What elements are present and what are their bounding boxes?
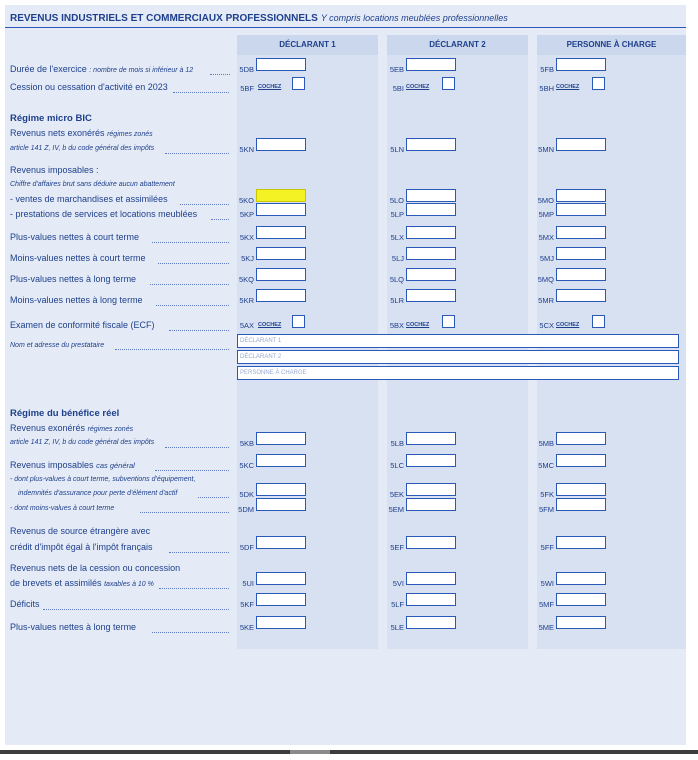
code-label: 5EB (389, 65, 404, 74)
row-label-duree (10, 64, 193, 74)
reel-exo-label: Revenus exonérés (10, 423, 86, 433)
code-label: 5WI (540, 579, 554, 588)
code-label: 5LJ (391, 254, 404, 263)
dot-leader (169, 330, 229, 331)
code-label: 5KB (239, 439, 254, 448)
pv-ct-declarant-2-input[interactable] (406, 226, 456, 239)
dot-leader (165, 153, 229, 154)
mv-ct-declarant-1-input[interactable] (256, 247, 306, 260)
cochez-label: COCHEZ (556, 322, 580, 328)
pv-lt-reel-personne-charge-input[interactable] (556, 616, 606, 629)
code-label: 5KE (239, 623, 254, 632)
prestataire-declarant-2-field[interactable]: DÉCLARANT 2 (237, 350, 679, 364)
code-label: 5LE (390, 623, 404, 632)
dot-leader (43, 609, 229, 610)
code-label: 5BX (389, 321, 404, 330)
mv-lt-declarant-1-input[interactable] (256, 289, 306, 302)
pv-ct-declarant-1-input[interactable] (256, 226, 306, 239)
brevets-personne-charge-input[interactable] (556, 572, 606, 585)
deficits-declarant-1-input[interactable] (256, 593, 306, 606)
code-label: 5LO (389, 196, 404, 205)
row-label-pv-ct: Plus-values nettes à court terme (10, 232, 140, 242)
reel-exo-note: régimes zonés (87, 426, 134, 433)
dont-pv-declarant-1-input[interactable] (256, 483, 306, 496)
dot-leader (211, 219, 229, 220)
duree-label: Durée de l'exercice (10, 64, 87, 74)
dont-pv-declarant-2-input[interactable] (406, 483, 456, 496)
scrollbar-thumb[interactable] (290, 750, 330, 754)
mv-ct-personne-charge-input[interactable] (556, 247, 606, 260)
row-label-reel-exo (10, 423, 133, 433)
dont-pv-personne-charge-input[interactable] (556, 483, 606, 496)
dot-leader (115, 349, 229, 350)
pv-ct-personne-charge-input[interactable] (556, 226, 606, 239)
row-label-reel-imp (10, 460, 135, 470)
code-label: 5MJ (539, 254, 554, 263)
code-label: 5BI (392, 84, 404, 93)
dot-leader (150, 284, 229, 285)
code-label: 5AX (239, 321, 254, 330)
etranger-label-2: crédit d'impôt égal à l'impôt français (10, 542, 153, 552)
code-label: 5MX (538, 233, 554, 242)
code-label: 5MB (538, 439, 554, 448)
code-label: 5MO (537, 196, 554, 205)
imposables-note: Chiffre d'affaires brut sans déduire aucun abattement (10, 181, 175, 188)
dont-mv-declarant-1-input[interactable] (256, 498, 306, 511)
section-title-micro-bic: Régime micro BIC (10, 113, 92, 124)
reel-imp-note: cas général (96, 461, 135, 470)
ecf-declarant-1-checkbox[interactable] (292, 315, 305, 328)
dot-leader (165, 447, 229, 448)
etranger-declarant-2-input[interactable] (406, 536, 456, 549)
code-label: 5LQ (389, 275, 404, 284)
dont-mv-declarant-2-input[interactable] (406, 498, 456, 511)
prestataire-personne-charge-field[interactable]: PERSONNE À CHARGE (237, 366, 679, 380)
duree-note: : nombre de mois si inférieur à 12 (89, 67, 194, 74)
dot-leader (155, 470, 229, 471)
header-rule (5, 27, 686, 28)
code-label: 5BH (539, 84, 554, 93)
code-label: 5LP (390, 210, 404, 219)
cochez-label: COCHEZ (556, 84, 580, 90)
reel-imp-declarant-2-input[interactable] (406, 454, 456, 467)
code-label: 5BF (240, 84, 254, 93)
dont-mv-personne-charge-input[interactable] (556, 498, 606, 511)
pv-lt-reel-declarant-2-input[interactable] (406, 616, 456, 629)
dot-leader (159, 588, 229, 589)
row-label-pv-lt-reel: Plus-values nettes à long terme (10, 622, 137, 632)
reel-exo-article: article 141 Z, IV, b du code général des impôts (10, 439, 155, 446)
row-label-exo (10, 128, 153, 138)
dont-mv-label: - dont moins-values à court terme (10, 505, 115, 512)
brevets-label-2-text: de brevets et assimilés (10, 578, 102, 588)
cochez-label: COCHEZ (406, 322, 430, 328)
dot-leader (198, 497, 229, 498)
code-label: 5EK (389, 490, 404, 499)
dot-leader (180, 204, 229, 205)
form-title-sub: Y compris locations meublées professionnelles (320, 13, 508, 23)
mv-lt-personne-charge-input[interactable] (556, 289, 606, 302)
code-label: 5FK (540, 490, 554, 499)
pv-lt-declarant-1-input[interactable] (256, 268, 306, 281)
etranger-label-1: Revenus de source étrangère avec (10, 526, 151, 536)
prestations-personne-charge-input[interactable] (556, 203, 606, 216)
pv-lt-declarant-2-input[interactable] (406, 268, 456, 281)
duree-personne-charge-input[interactable] (556, 58, 606, 71)
row-label-prestataire: Nom et adresse du prestataire (10, 342, 105, 349)
code-label: 5KO (238, 196, 254, 205)
row-label-mv-ct: Moins-values nettes à court terme (10, 253, 146, 263)
ventes-declarant-1-input[interactable] (256, 189, 306, 202)
ecf-personne-charge-checkbox[interactable] (592, 315, 605, 328)
dot-leader (169, 552, 229, 553)
code-label: 5DM (238, 505, 254, 514)
row-label-ecf: Examen de conformité fiscale (ECF) (10, 320, 155, 330)
reel-exo-declarant-2-input[interactable] (406, 432, 456, 445)
ventes-personne-charge-input[interactable] (556, 189, 606, 202)
code-label: 5FM (539, 505, 554, 514)
mv-lt-declarant-2-input[interactable] (406, 289, 456, 302)
code-label: 5KQ (238, 275, 254, 284)
pv-lt-reel-declarant-1-input[interactable] (256, 616, 306, 629)
code-label: 5MF (539, 600, 554, 609)
row-label-cession: Cession ou cessation d'activité en 2023 (10, 82, 168, 92)
code-label: 5EF (390, 543, 404, 552)
code-label: 5LC (390, 461, 404, 470)
cession-personne-charge-checkbox[interactable] (592, 77, 605, 90)
cochez-label: COCHEZ (258, 84, 282, 90)
column-header-declarant-1: DÉCLARANT 1 (237, 35, 378, 55)
exo-declarant-1-input[interactable] (256, 138, 306, 151)
code-label: 5FF (540, 543, 554, 552)
row-label-ventes: - ventes de marchandises et assimilées (10, 194, 168, 204)
row-label-mv-lt: Moins-values nettes à long terme (10, 295, 143, 305)
code-label: 5KR (239, 296, 254, 305)
code-label: 5MQ (537, 275, 554, 284)
code-label: 5LX (390, 233, 404, 242)
prestations-declarant-2-input[interactable] (406, 203, 456, 216)
cochez-label: COCHEZ (406, 84, 430, 90)
cession-declarant-2-checkbox[interactable] (442, 77, 455, 90)
row-label-deficits: Déficits (10, 599, 40, 609)
deficits-personne-charge-input[interactable] (556, 593, 606, 606)
brevets-declarant-2-input[interactable] (406, 572, 456, 585)
code-label: 5VI (392, 579, 404, 588)
dot-leader (152, 632, 229, 633)
cession-declarant-1-checkbox[interactable] (292, 77, 305, 90)
deficits-declarant-2-input[interactable] (406, 593, 456, 606)
code-label: 5MC (538, 461, 554, 470)
exo-personne-charge-input[interactable] (556, 138, 606, 151)
duree-declarant-1-input[interactable] (256, 58, 306, 71)
dot-leader (152, 242, 229, 243)
code-label: 5MR (538, 296, 554, 305)
dot-leader (173, 92, 229, 93)
code-label: 5KN (239, 145, 254, 154)
prestataire-declarant-1-field[interactable]: DÉCLARANT 1 (237, 334, 679, 348)
brevets-label-2 (10, 578, 154, 588)
cochez-label: COCHEZ (258, 322, 282, 328)
code-label: 5MP (538, 210, 554, 219)
pv-lt-personne-charge-input[interactable] (556, 268, 606, 281)
brevets-label-1: Revenus nets de la cession ou concession (10, 563, 181, 573)
exo-article: article 141 Z, IV, b du code général des impôts (10, 145, 155, 152)
code-label: 5KX (239, 233, 254, 242)
section-title-benefice-reel: Régime du bénéfice réel (10, 408, 120, 419)
reel-imp-declarant-1-input[interactable] (256, 454, 306, 467)
column-header-declarant-2: DÉCLARANT 2 (387, 35, 528, 55)
mv-ct-declarant-2-input[interactable] (406, 247, 456, 260)
prestations-declarant-1-input[interactable] (256, 203, 306, 216)
code-label: 5KF (240, 600, 254, 609)
code-label: 5CX (539, 321, 554, 330)
code-label: 5DF (239, 543, 254, 552)
exo-label: Revenus nets exonérés (10, 128, 105, 138)
reel-imp-personne-charge-input[interactable] (556, 454, 606, 467)
tax-form-page (5, 5, 686, 745)
dot-leader (158, 263, 229, 264)
code-label: 5MN (538, 145, 554, 154)
ventes-declarant-2-input[interactable] (406, 189, 456, 202)
row-label-pv-lt: Plus-values nettes à long terme (10, 274, 137, 284)
dont-pv-label-2: indemnités d'assurance pour perte d'élément d'actif (18, 490, 178, 497)
brevets-declarant-1-input[interactable] (256, 572, 306, 585)
horizontal-scrollbar[interactable] (0, 750, 698, 754)
code-label: 5EM (388, 505, 404, 514)
row-label-prestations: - prestations de services et locations meublées (10, 209, 198, 219)
brevets-note: taxables à 10 % (104, 581, 154, 588)
code-label: 5LR (390, 296, 404, 305)
ecf-declarant-2-checkbox[interactable] (442, 315, 455, 328)
exo-declarant-2-input[interactable] (406, 138, 456, 151)
reel-exo-declarant-1-input[interactable] (256, 432, 306, 445)
code-label: 5ME (538, 623, 554, 632)
form-title-main: REVENUS INDUSTRIELS ET COMMERCIAUX PROFESSIONNELS (10, 13, 318, 24)
duree-declarant-2-input[interactable] (406, 58, 456, 71)
exo-note: régimes zonés (107, 131, 153, 138)
code-label: 5LF (391, 600, 404, 609)
etranger-personne-charge-input[interactable] (556, 536, 606, 549)
column-header-personne-charge: PERSONNE À CHARGE (537, 35, 686, 55)
code-label: 5LN (390, 145, 404, 154)
code-label: 5FB (540, 65, 554, 74)
dot-leader (140, 512, 229, 513)
code-label: 5KJ (241, 254, 254, 263)
code-label: 5DB (239, 65, 254, 74)
code-label: 5KC (239, 461, 254, 470)
code-label: 5DK (239, 490, 254, 499)
code-label: 5KP (239, 210, 254, 219)
dot-leader (210, 74, 230, 75)
dot-leader (156, 305, 229, 306)
row-label-imposables: Revenus imposables : (10, 165, 99, 175)
code-label: 5LB (390, 439, 404, 448)
form-title (10, 13, 508, 24)
code-label: 5UI (242, 579, 254, 588)
reel-imp-label: Revenus imposables (10, 460, 94, 470)
reel-exo-personne-charge-input[interactable] (556, 432, 606, 445)
dont-pv-label-1: - dont plus-values à court terme, subventions d'équipement, (10, 476, 196, 483)
etranger-declarant-1-input[interactable] (256, 536, 306, 549)
